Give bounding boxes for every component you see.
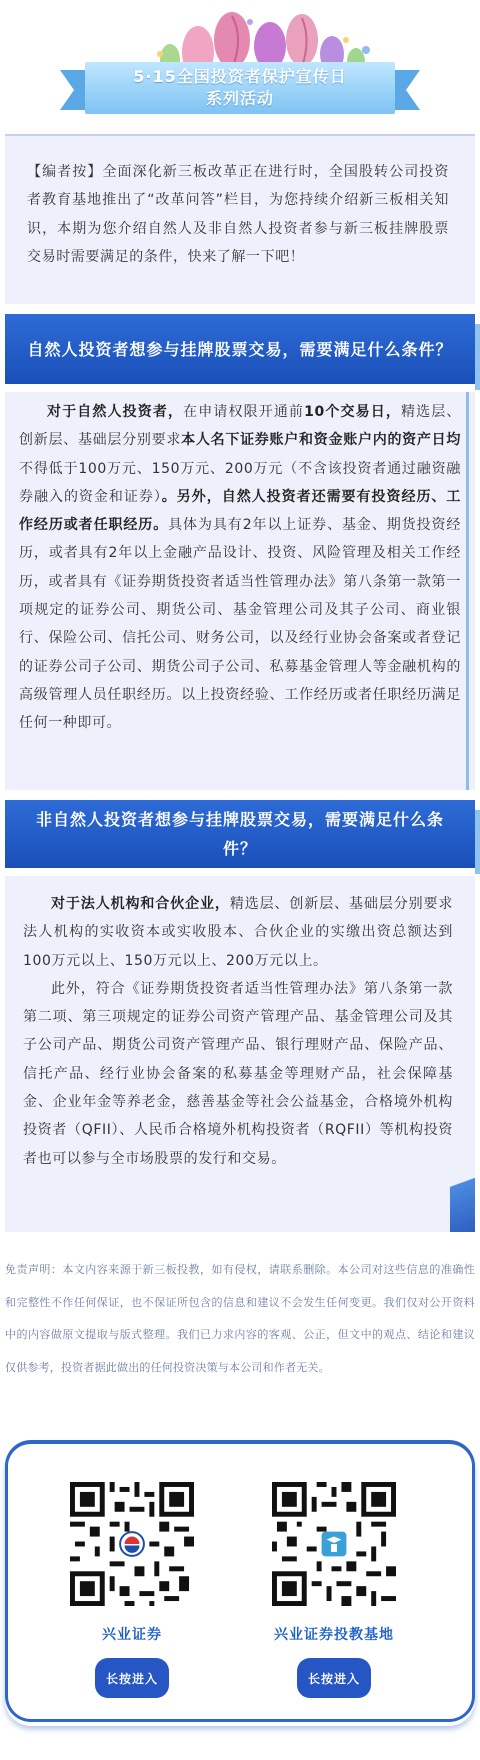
qr-code-xingye[interactable] (70, 1482, 194, 1606)
intro-box (5, 134, 475, 304)
qr-card (5, 1440, 475, 1722)
section1-box (5, 392, 475, 790)
section1-title: 自然人投资者想参与挂牌股票交易，需要满足什么条件？ (5, 314, 475, 384)
qr-label-investor-base: 兴业证券投教基地 (274, 1627, 394, 1643)
banner-title-line1: 5·15全国投资者保护宣传日 (133, 67, 347, 86)
section2-title: 非自然人投资者想参与挂牌股票交易，需要满足什么条件？ (5, 800, 475, 868)
qr-code-investor-base[interactable] (272, 1482, 396, 1606)
enter-button-investor-base[interactable]: 长按进入 (297, 1658, 371, 1698)
section1-paragraph: 对于自然人投资者，在申请权限开通前10个交易日，精选层、创新层、基础层分别要求本人名下证券账户和资金账户内的资产日均不得低于100万元、150万元、200万元（不含该投资者通过融资融券融入的资金和证券）。另外，自然人投资者还需要有投资经历、工作经历或者任职经历。具体为具有2年以上证券、基金、期货投资经历，或者具有2年以上金融产品设计、投资、风险管理及相关工作经历，或者具有《证券期货投资者适当性管理办法》第八条第一款第一项规定的证券公司、期货公司、基金管理公司及其子公司、商业银行、保险公司、信托公司、财务公司，以及经行业协会备案或者登记的证券公司子公司、期货公司子公司、私募基金管理人等金融机构的高级管理人员任职经历。以上投资经验、工作经历或者任职经历满足任何一种即可。 (19, 404, 462, 732)
editor-note: 【编者按】全面深化新三板改革正在进行时，全国股转公司投资者教育基地推出了“改革问答”栏目，为您持续介绍新三板相关知识，本期为您介绍自然人及非自然人投资者参与新三板挂牌股票交易时需要满足的条件，快来了解一下吧！ (27, 164, 449, 265)
section2-box (5, 876, 475, 1232)
disclaimer-text: 免责声明：本文内容来源于新三板投教，如有侵权，请联系删除。本公司对这些信息的准确性和完整性不作任何保证，也不保证所包含的信息和建议不会发生任何变更。我们仅对公开资料中的内容做原文提取与版式整理。我们已力求内容的客观、公正，但文中的观点、结论和建议仅供参考，投资者据此做出的任何投资决策与本公司和作者无关。 (5, 1263, 475, 1374)
banner-title-line2: 系列活动 (205, 89, 274, 108)
section2-paragraph-1: 对于法人机构和合伙企业，精选层、创新层、基础层分别要求法人机构的实收资本或实收股本、合伙企业的实缴出资总额达到100万元以上、150万元以上、200万元以上。 (23, 896, 454, 969)
banner-ribbon (60, 62, 420, 114)
section2-paragraph-2: 此外，符合《证券期货投资者适当性管理办法》第八条第一款第二项、第三项规定的证券公司资产管理产品、基金管理公司及其子公司产品、期货公司资产管理产品、银行理财产品、保险产品、信托产品、经行业协会备案的私募基金等理财产品，社会保障基金、企业年金等养老金，慈善基金等社会公益基金，合格境外机构投资者（QFII）、人民币合格境外机构投资者（RQFII）等机构投资者也可以参与全市场股票的发行和交易。 (23, 980, 453, 1167)
qr-label-xingye: 兴业证券 (102, 1627, 162, 1643)
section2-corner-accent (450, 1150, 475, 1232)
section1-right-edge (466, 392, 469, 790)
enter-button-xingye[interactable]: 长按进入 (95, 1658, 169, 1698)
header-banner (0, 0, 480, 125)
